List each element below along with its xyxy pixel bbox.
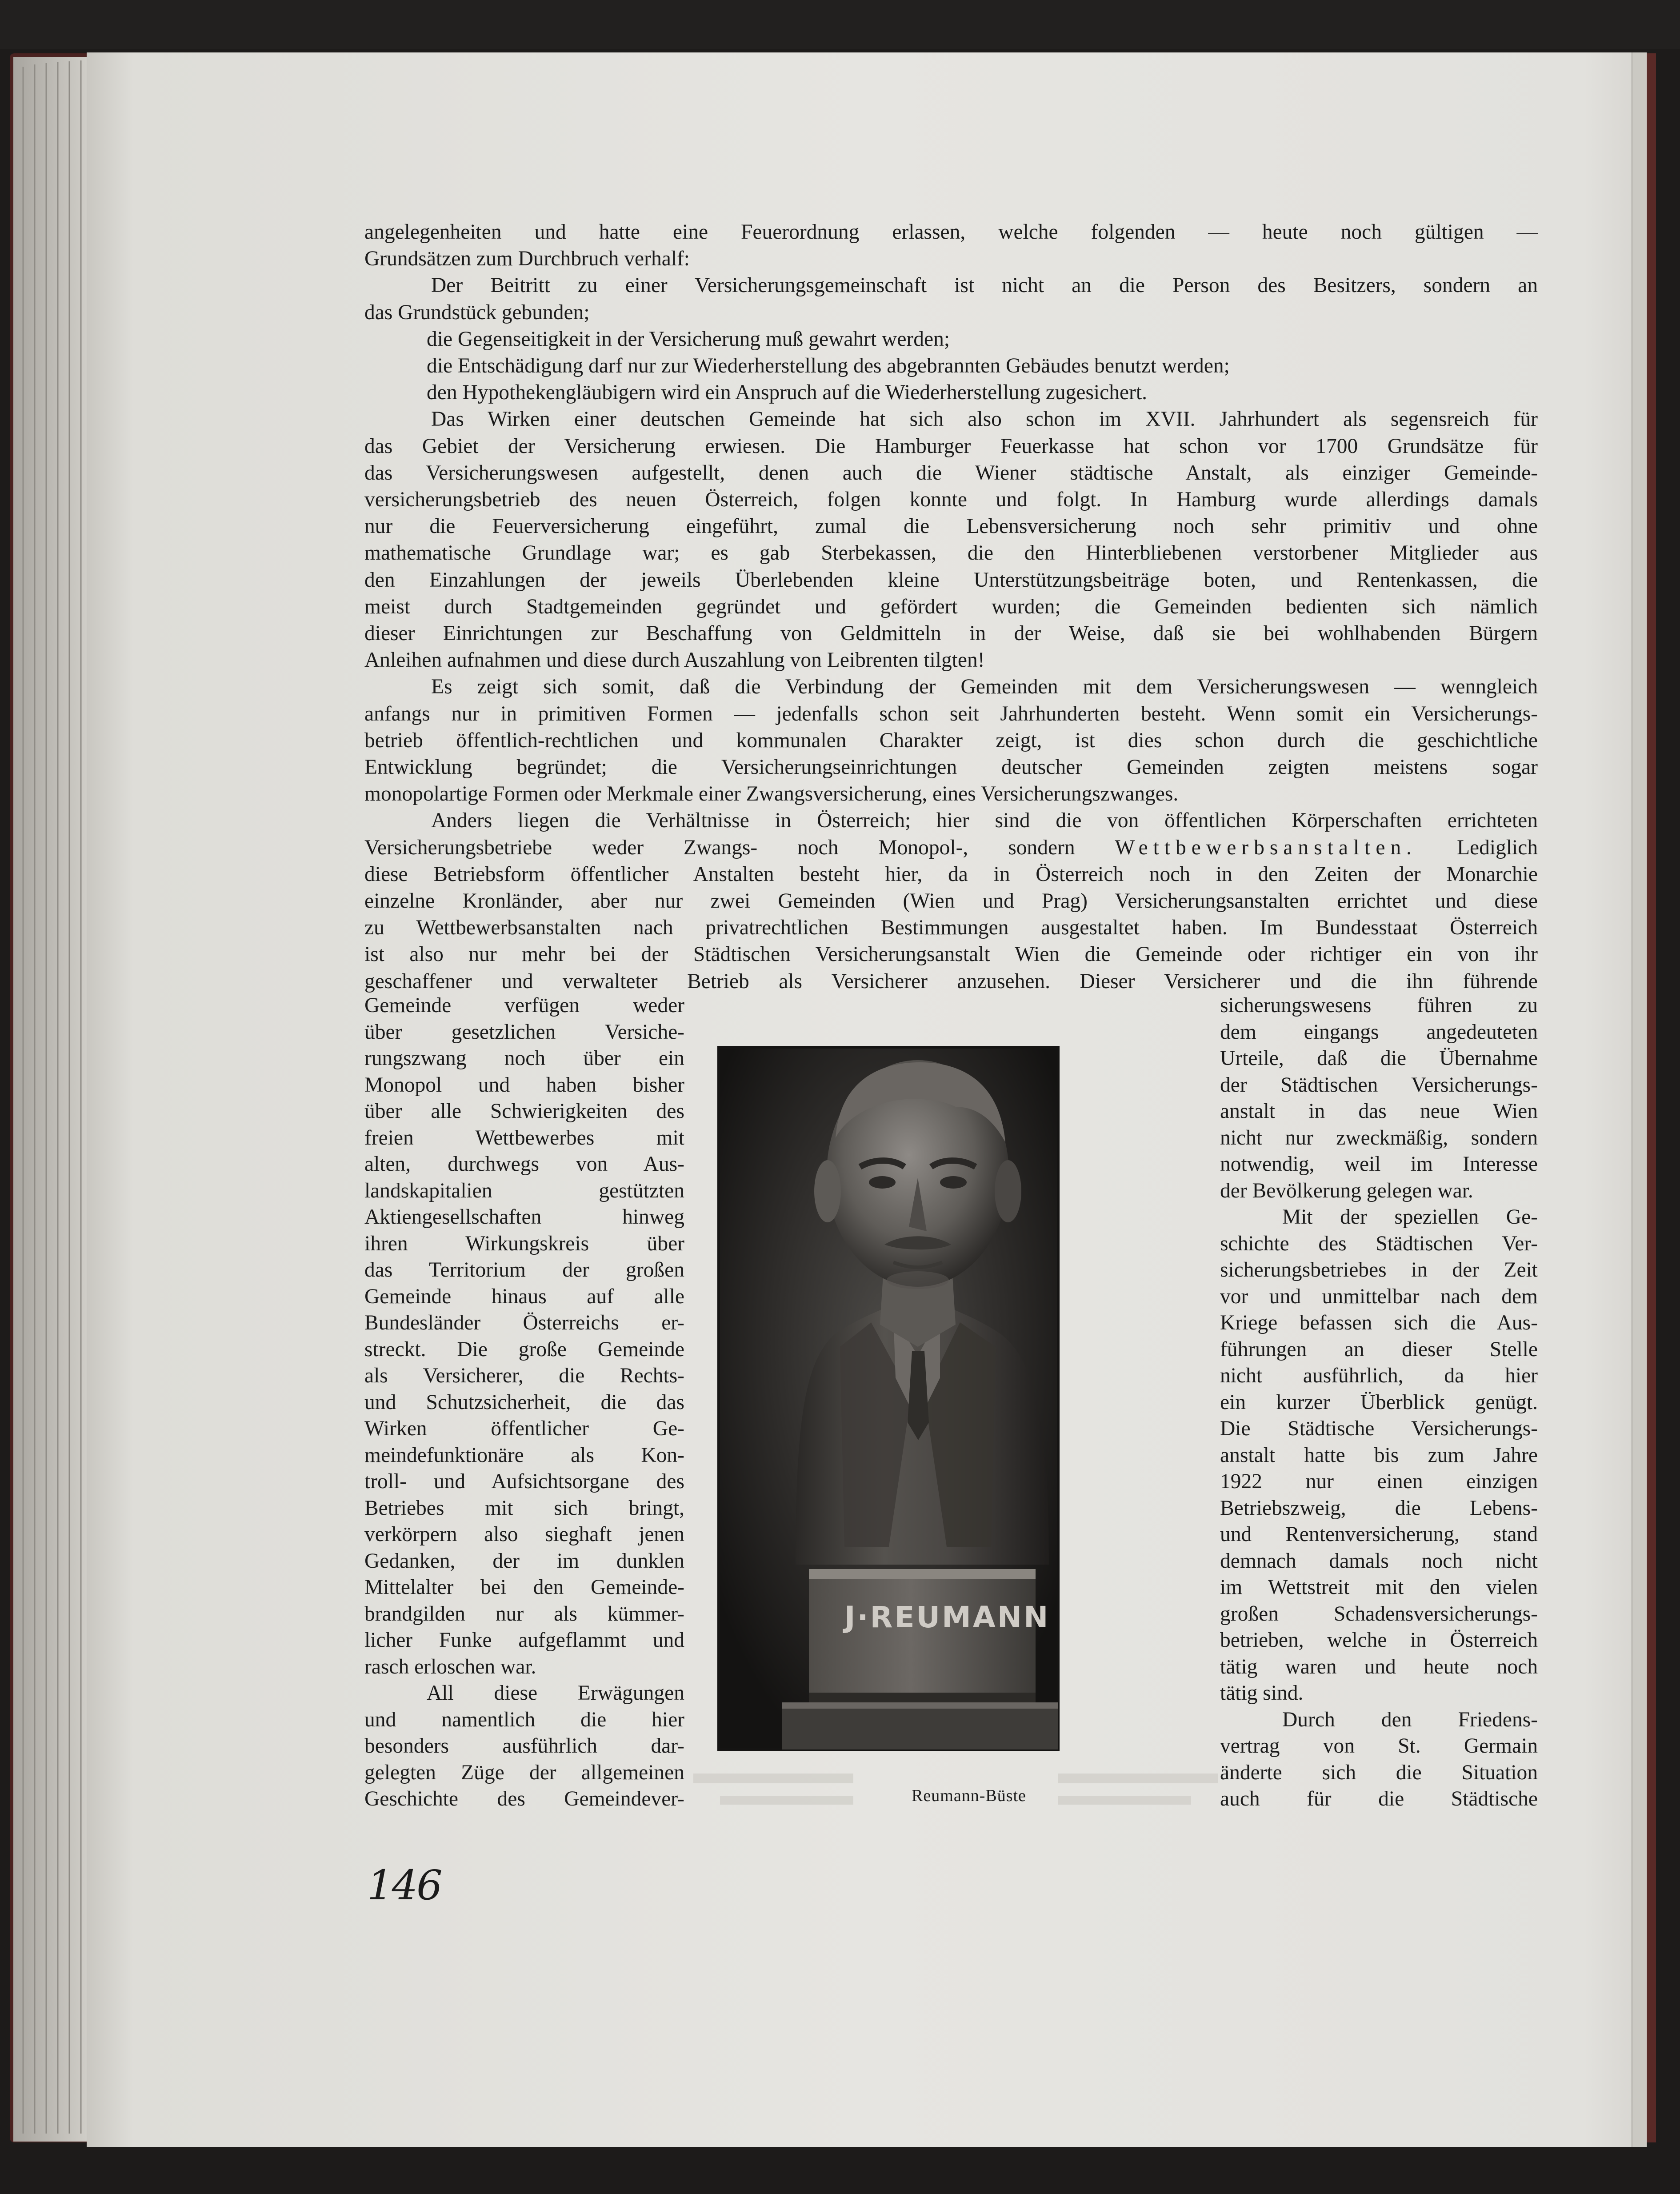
text-line: über alle Schwierigkeiten des xyxy=(364,1100,684,1123)
text-line: ein kurzer Überblick genügt. xyxy=(1220,1390,1538,1414)
text-line: betrieb öffentlich-rechtlichen und kommunalen Charakter zeigt, ist dies schon durch die geschichtliche xyxy=(364,729,1538,752)
text-line: Gemeinde hinaus auf alle xyxy=(364,1285,684,1308)
text-line: Betriebszweig, die Lebens- xyxy=(1220,1496,1538,1520)
text-line: rasch erloschen war. xyxy=(364,1655,536,1678)
text-line: Es zeigt sich somit, daß die Verbindung der Gemeinden mit dem Versicherungswesen — wenngleich xyxy=(431,675,1538,699)
text-line: über gesetzlichen Versiche- xyxy=(364,1020,684,1044)
text-line: freien Wettbewerbes mit xyxy=(364,1126,684,1149)
main-text-block xyxy=(364,219,1538,995)
text-line: als Versicherer, die Rechts- xyxy=(364,1364,684,1387)
text-line: mathematische Grundlage war; es gab Sterbekassen, die den Hinterbliebenen verstorbener Mitglieder aus xyxy=(364,541,1538,565)
text-line: alten, durchwegs von Aus- xyxy=(364,1153,684,1176)
text-line: troll- und Aufsichtsorgane des xyxy=(364,1470,684,1493)
text-line: gelegten Züge der allgemeinen xyxy=(364,1761,684,1784)
left-column-text xyxy=(364,993,684,1813)
text-line: dem eingangs angedeuteten xyxy=(1220,1020,1538,1044)
text-line: betrieben, welche in Österreich xyxy=(1220,1629,1538,1652)
text-line: Grundsätzen zum Durchbruch verhalf: xyxy=(364,247,690,271)
text-line: und namentlich die hier xyxy=(364,1708,684,1731)
text-line: Die Städtische Versicherungs- xyxy=(1220,1417,1538,1440)
text-line: und Schutzsicherheit, die das xyxy=(364,1390,684,1414)
text-line: die Entschädigung darf nur zur Wiederherstellung des abgebrannten Gebäudes benutzt werden; xyxy=(427,354,1230,378)
text-line: angelegenheiten und hatte eine Feuerordnung erlassen, welche folgenden — heute noch gültigen — xyxy=(364,220,1538,244)
text-line: Bundesländer Österreichs er- xyxy=(364,1311,684,1334)
text-line: anstalt hatte bis zum Jahre xyxy=(1220,1443,1538,1467)
text-line: nicht ausführlich, da hier xyxy=(1220,1364,1538,1387)
text-segment: Versicherungsbetriebe weder Zwangs- noch Monopol-, sondern xyxy=(364,836,1075,859)
text-line: sicherungswesens führen zu xyxy=(1220,994,1538,1017)
text-line: Anleihen aufnahmen und diese durch Auszahlung von Leibrenten tilgten! xyxy=(364,649,985,672)
text-line: Entwicklung begründet; die Versicherungseinrichtungen deutscher Gemeinden zeigten meistens sogar xyxy=(364,756,1538,779)
text-line: demnach damals noch nicht xyxy=(1220,1549,1538,1573)
text-line: Durch den Friedens- xyxy=(1282,1708,1538,1731)
text-line: landskapitalien gestützten xyxy=(364,1179,684,1202)
text-line: und Rentenversicherung, stand xyxy=(1220,1523,1538,1546)
text-line: meindefunktionäre als Kon- xyxy=(364,1443,684,1467)
right-column-text xyxy=(1220,993,1538,1813)
text-line: rungszwang noch über ein xyxy=(364,1047,684,1070)
text-line: Anders liegen die Verhältnisse in Österreich; hier sind die von öffentlichen Körperschaften errichteten xyxy=(431,809,1538,833)
text-line: Gemeinde verfügen weder xyxy=(364,994,684,1017)
text-line: der Bevölkerung gelegen war. xyxy=(1220,1179,1473,1202)
text-line: geschaffener und verwalteter Betrieb als Versicherer anzusehen. Dieser Versicherer und die ihn führende xyxy=(364,969,1538,993)
text-line: nicht nur zweckmäßig, sondern xyxy=(1220,1126,1538,1149)
text-line: anfangs nur in primitiven Formen — jedenfalls schon seit Jahrhunderten besteht. Wenn somit ein Versicherungs- xyxy=(364,702,1538,725)
text-line: Kriege befassen sich die Aus- xyxy=(1220,1311,1538,1334)
text-line: Geschichte des Gemeindever- xyxy=(364,1787,684,1810)
text-line: tätig sind. xyxy=(1220,1682,1304,1705)
text-line: vertrag von St. Germain xyxy=(1220,1734,1538,1758)
text-line: vor und unmittelbar nach dem xyxy=(1220,1285,1538,1308)
text-line: das Gebiet der Versicherung erwiesen. Die Hamburger Feuerkasse hat schon vor 1700 Grundsätze für xyxy=(364,434,1538,458)
page-number: 146 xyxy=(367,1862,441,1909)
text-line: Betriebes mit sich bringt, xyxy=(364,1496,684,1520)
photo-caption: Reumann-Büste xyxy=(912,1786,1026,1805)
text-line: der Städtischen Versicherungs- xyxy=(1220,1073,1538,1097)
text-line: im Wettstreit mit den vielen xyxy=(1220,1576,1538,1599)
text-line: den Hypothekengläubigern wird ein Anspruch auf die Wiederherstellung zugesichert. xyxy=(427,381,1147,404)
text-line: Das Wirken einer deutschen Gemeinde hat sich also schon im XVII. Jahrhundert als segensreich für xyxy=(431,408,1538,431)
text-line: streckt. Die große Gemeinde xyxy=(364,1337,684,1361)
text-line: besonders ausführlich dar- xyxy=(364,1734,684,1758)
text-line: sicherungsbetriebes in der Zeit xyxy=(1220,1258,1538,1281)
text-line: Monopol und haben bisher xyxy=(364,1073,684,1097)
text-line: den Einzahlungen der jeweils Überlebenden kleine Unterstützungsbeiträge boten, und Rentenkassen, die xyxy=(364,568,1538,592)
text-line: das Grundstück gebunden; xyxy=(364,300,590,324)
text-line: ist also nur mehr bei der Städtischen Versicherungsanstalt Wien die Gemeinde oder richtiger ein von ihr xyxy=(364,943,1538,966)
text-line: Wirken öffentlicher Ge- xyxy=(364,1417,684,1440)
spaced-emphasis: Wettbewerbsanstalten. xyxy=(1115,836,1417,859)
text-line: anstalt in das neue Wien xyxy=(1220,1100,1538,1123)
text-line: nur die Feuerversicherung eingeführt, zumal die Lebensversicherung noch sehr primitiv und ohne xyxy=(364,515,1538,538)
text-segment: Lediglich xyxy=(1456,836,1538,859)
text-line: monopolartige Formen oder Merkmale einer Zwangsversicherung, eines Versicherungszwanges. xyxy=(364,782,1179,806)
text-line: 1922 nur einen einzigen xyxy=(1220,1470,1538,1493)
text-line: das Territorium der großen xyxy=(364,1258,684,1281)
text-line: Aktiengesellschaften hinweg xyxy=(364,1205,684,1229)
text-line: Mittelalter bei den Gemeinde- xyxy=(364,1576,684,1599)
text-line xyxy=(364,834,1538,861)
text-line: änderte sich die Situation xyxy=(1220,1761,1538,1784)
text-line: dieser Einrichtungen zur Beschaffung von Geldmitteln in der Weise, daß sie bei wohlhabenden Bürgern xyxy=(364,622,1538,645)
text-line: auch für die Städtische xyxy=(1220,1787,1538,1810)
text-line: All diese Erwägungen xyxy=(427,1682,684,1705)
text-line: licher Funke aufgeflammt und xyxy=(364,1629,684,1652)
text-line: Gedanken, der im dunklen xyxy=(364,1549,684,1573)
text-line: notwendig, weil im Interesse xyxy=(1220,1153,1538,1176)
text-line: tätig waren und heute noch xyxy=(1220,1655,1538,1678)
text-line: Der Beitritt zu einer Versicherungsgemeinschaft ist nicht an die Person des Besitzers, sondern an xyxy=(431,274,1538,297)
text-line: einzelne Kronländer, aber nur zwei Gemeinden (Wien und Prag) Versicherungsanstalten errichtet und diese xyxy=(364,889,1538,913)
reumann-bust-photo xyxy=(719,1047,1058,1750)
text-line: das Versicherungswesen aufgestellt, denen auch die Wiener städtische Anstalt, als einziger Gemeinde- xyxy=(364,461,1538,484)
text-line: brandgilden nur als kümmer- xyxy=(364,1602,684,1625)
text-line: diese Betriebsform öffentlicher Anstalten besteht hier, da in Österreich noch in den Zeiten der Monarchie xyxy=(364,862,1538,886)
text-line: Urteile, daß die Übernahme xyxy=(1220,1047,1538,1070)
text-line: schichte des Städtischen Ver- xyxy=(1220,1232,1538,1255)
text-line: ihren Wirkungskreis über xyxy=(364,1232,684,1255)
text-line: die Gegenseitigkeit in der Versicherung muß gewahrt werden; xyxy=(427,327,950,351)
text-line: führungen an dieser Stelle xyxy=(1220,1337,1538,1361)
text-line: meist durch Stadtgemeinden gegründet und gefördert wurden; die Gemeinden bedienten sich nämlich xyxy=(364,595,1538,618)
text-line: Mit der speziellen Ge- xyxy=(1282,1205,1538,1229)
text-line: großen Schadensversicherungs- xyxy=(1220,1602,1538,1625)
text-line: verkörpern also sieghaft jenen xyxy=(364,1523,684,1546)
text-line: zu Wettbewerbsanstalten nach privatrechtlichen Bestimmungen ausgestaltet haben. Im Bundesstaat Österreich xyxy=(364,916,1538,940)
plinth-inscription: J·REUMANN xyxy=(844,1600,1050,1634)
text-line: versicherungsbetrieb des neuen Österreich, folgen konnte und folgt. In Hamburg wurde allerdings damals xyxy=(364,488,1538,512)
